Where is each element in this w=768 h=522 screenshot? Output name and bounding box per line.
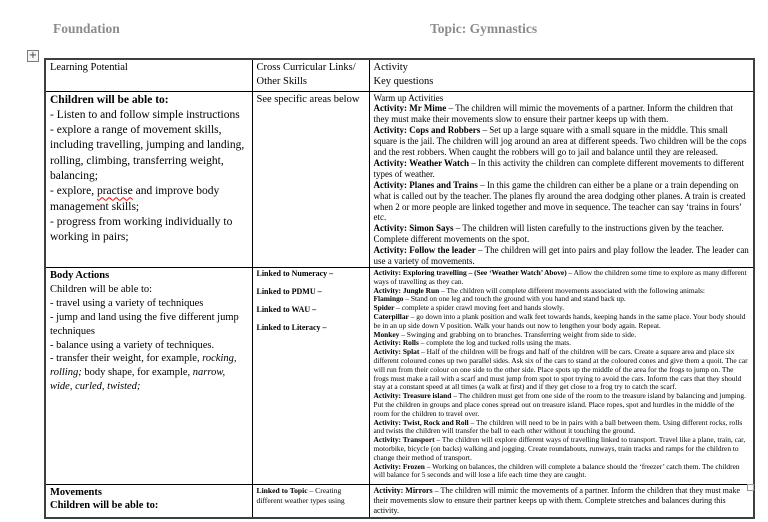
cross-link-item: Linked to WAU – <box>256 305 317 314</box>
cross-link-item: Linked to Numeracy – <box>256 269 334 278</box>
cell-activity-row3[interactable] <box>369 485 754 518</box>
cell-learning-row3[interactable] <box>45 485 252 518</box>
cell-activity-row2[interactable] <box>369 268 754 485</box>
learning-bullet: - travel using a variety of techniques <box>50 297 204 309</box>
activity-paragraph: Activity: Simon Says – The children will listen carefully to the instructions given by the teacher. Complete different movements on the spot. <box>373 223 724 245</box>
header-cell-learning-potential[interactable] <box>45 59 252 91</box>
misspelled-word: practise <box>96 185 133 198</box>
activity-paragraph: Activity: Planes and Trains – In this game the children can either be a plane or a train depending on what is called out by the teacher. The planes fly around the area dodging other planes. A train is created when 2 or more people are linked together and move in sequence. The teacher can say ‘trains in fours’ etc. <box>373 179 746 223</box>
learning-heading: Children will be able to: <box>50 93 169 106</box>
learning-heading: Body Actions <box>50 270 110 281</box>
table-resize-handle[interactable] <box>747 484 754 491</box>
column-header-label: Key questions <box>373 76 434 87</box>
learning-subheading: Children will be able to: <box>50 283 153 295</box>
table-move-handle-icon[interactable]: + <box>28 50 38 61</box>
activity-paragraph: Activity: Frozen – Working on balances, the children will complete a balance should the ‘freezer’ catch them. The children will balance for 5 seconds and will lose a life each time they are caught. <box>373 461 740 480</box>
header-class-label: Foundation <box>53 21 120 36</box>
activity-paragraph: Activity: Transport – The children will explore different ways of travelling linked to transport. Travel like a plane, train, car, motorbike, bicycle (on backs) walking and jogging. Create roundabouts, runways, train tracks and ramps for the children to change their method of transport. <box>373 435 746 462</box>
learning-heading: Movements <box>50 487 102 498</box>
cross-link-item: Linked to PDMU – <box>256 287 322 296</box>
learning-bullet: - transfer their weight, for example, rocking, rolling; body shape, for example, narrow, wide, curled, twisted; <box>50 353 237 393</box>
cell-learning-row2[interactable] <box>45 268 252 485</box>
activity-paragraph: Activity: Weather Watch – In this activity the children can complete different movements to different types of weather. <box>373 157 745 179</box>
page-header <box>0 21 768 39</box>
activity-paragraph: Flamingo – Stand on one leg and touch the ground with you hand and stand back up. <box>373 294 626 304</box>
activity-paragraph: Caterpillar – go down into a plank position and walk feet towards hands, keeping hands in the same place. Your body should be in an up side down V position. Walk your hands out now to lengthen your body again. Repeat. <box>373 311 746 330</box>
column-header-label: Activity <box>373 62 408 73</box>
cell-learning-row1[interactable] <box>45 91 252 268</box>
learning-bullet: - jump and land using the five different jump techniques <box>50 311 239 337</box>
activity-section-title: Warm up Activities <box>373 92 444 103</box>
column-header-label: Cross Curricular Links/ <box>256 62 356 73</box>
cell-cross-row1[interactable] <box>252 91 369 268</box>
cell-activity-row1[interactable] <box>369 91 754 268</box>
activity-paragraph: Activity: Exploring travelling – (See ‘Weather Watch’ Above) – Allow the children some time to explore as many different ways of travelling as they can. <box>373 268 747 286</box>
learning-bullet: - Listen to and follow simple instructions <box>50 108 240 121</box>
cross-link-item: Linked to Topic – Creating different weather types using <box>256 486 345 505</box>
header-cell-cross-curricular[interactable] <box>252 59 369 91</box>
cross-link-item: Linked to Literacy – <box>256 323 327 332</box>
activity-paragraph: Activity: Splat – Half of the children will be frogs and half of the children will be cars. Create a square area and place six different coloured cones up two parallel sides. Ask six of the cars to stand at the coloured cones and give them a quoit. The car will run from their colour on one side to the other side. Place spots up the middle of the area for the frogs to jump on. The frogs must make a tail with a scarf and must jump from spot to spot trying to avoid the cars. Inform the cars that they should stay at a constant speed at all times (a walk at first) and if they get close to a frog try to catch the scarf. <box>373 347 748 392</box>
learning-heading: Children will be able to: <box>50 500 159 511</box>
table-row <box>45 485 754 518</box>
column-header-label: Learning Potential <box>50 62 128 73</box>
learning-bullet: - progress from working individually to working in pairs; <box>50 215 233 244</box>
activity-paragraph: Activity: Cops and Robbers – Set up a large square with a small square in the middle. This small square is the jail. The children will jog around an area at different speeds. Two children will be the cops and the rest robbers. When caught the robbers will go to jail and balance until they are released. <box>373 125 747 158</box>
cell-cross-row3[interactable] <box>252 485 369 518</box>
header-topic-label: Topic: Gymnastics <box>430 21 538 36</box>
activity-paragraph: Spider – complete a spider crawl moving feet and hands slowly. <box>373 303 565 313</box>
learning-bullet: - explore a range of movement skills, including travelling, jumping and landing, rolling, climbing, transferring weight, balancing; <box>50 124 245 182</box>
activity-paragraph: Activity: Jungle Run – The children will complete different movements associated with the following animals: <box>373 285 705 295</box>
activity-paragraph: Activity: Follow the leader – The children will get into pairs and play follow the leader. The leader can use a variety of movements. <box>373 245 749 267</box>
activity-paragraph: Monkey – Swinging and grabbing on to branches. Transferring weight from side to side. <box>373 329 637 339</box>
column-header-label: Other Skills <box>256 76 307 87</box>
cell-cross-row2[interactable] <box>252 268 369 485</box>
activity-paragraph: Activity: Rolls – complete the log and tucked rolls using the mats. <box>373 338 571 348</box>
table-row <box>45 91 754 268</box>
header-cell-activity[interactable] <box>369 59 754 91</box>
table-row <box>45 268 754 485</box>
learning-bullet: - balance using a variety of techniques. <box>50 339 215 351</box>
table-header-row <box>45 59 754 91</box>
activity-paragraph: Activity: Twist, Rock and Roll – The children will need to be in pairs with a ball between them. Using different rocks, rolls and twists the children will transfer the ball to each other without it touching the ground. <box>373 417 743 436</box>
learning-bullet: - explore, practise and improve body management skills; <box>50 185 220 213</box>
activity-paragraph: Activity: Mr Mime – The children will mimic the movements of a partner. Inform the children that they must make their movements slow to ensure their partner keeps up with them. <box>373 103 733 125</box>
planning-table <box>44 58 755 519</box>
cross-links-note: See specific areas below <box>256 93 360 105</box>
activity-paragraph: Activity: Mirrors – The children will mimic the movements of a partner. Inform the children that they must make their movements slow to ensure their partner keeps up with them. Complete stretches and balances during this activity. <box>373 486 740 516</box>
activity-paragraph: Activity: Treasure island – The children must get from one side of the room to the treasure island by balancing and jumping. Put the children in groups and place cones spread out on treasure island. Place ropes, spot and hurdles in the middle of the room for the children to travel over. <box>373 391 746 418</box>
